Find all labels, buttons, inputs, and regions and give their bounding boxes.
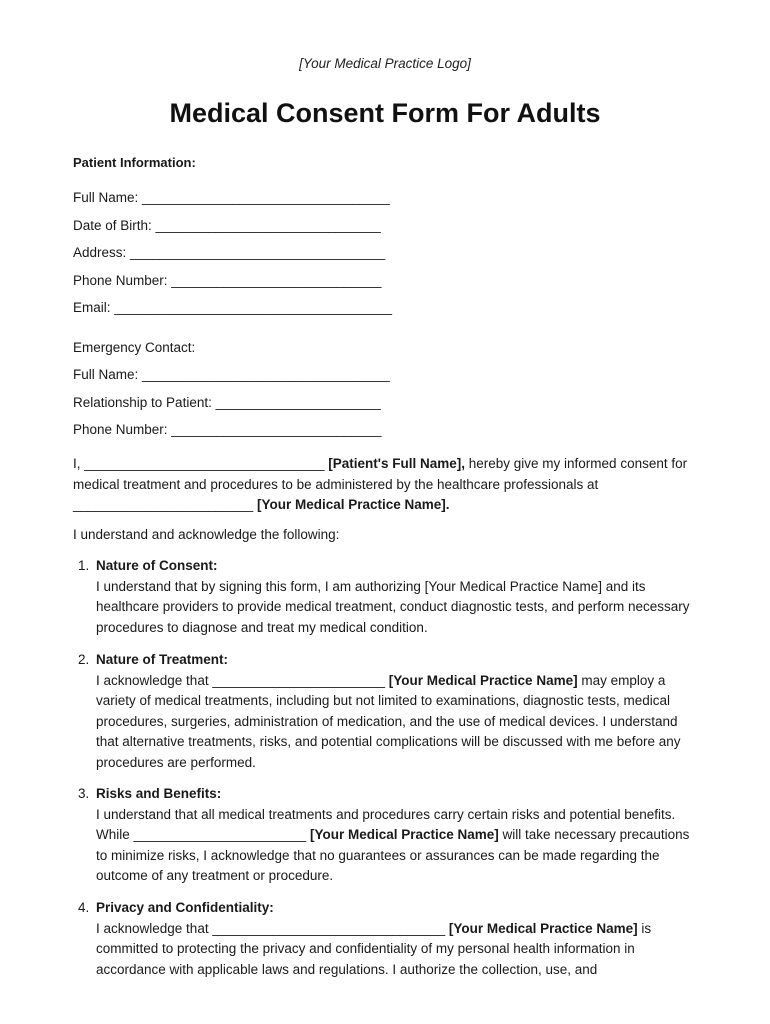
list-item-number: 4. [78, 900, 90, 915]
list-item-heading: Nature of Consent: [96, 558, 218, 573]
list-item-body [96, 671, 696, 774]
list-item-bold: [Your Medical Practice Name] [309, 827, 499, 842]
logo-placeholder: [Your Medical Practice Logo] [299, 56, 471, 71]
patient-info-heading: Patient Information: [73, 155, 196, 170]
consent-text-1[interactable]: I, ________________________________ [73, 456, 329, 471]
emergency-full-name-field[interactable]: Full Name: _________________________________ [73, 367, 390, 382]
emergency-phone-field[interactable]: Phone Number: ____________________________ [73, 422, 382, 437]
list-item-text[interactable]: I acknowledge that _______________________________ [96, 920, 449, 936]
list-item-number: 1. [78, 558, 90, 573]
list-item-text-tail: may employ a variety of medical treatments, including but not limited to examinations, diagnostic tests, medical procedures, surgeries, administration of medication, and the use of medical devices. I understand that alternative treatments, risks, and potential complications will be discussed with me before any procedures are performed. [96, 672, 681, 770]
patient-name-placeholder: [Patient's Full Name], [328, 456, 465, 471]
emergency-relationship-field[interactable]: Relationship to Patient: ______________________ [73, 395, 381, 410]
list-item-text-tail: will take necessary precautions to minimize risks, I acknowledge that no guarantees or assurances can be made regarding the outcome of any treatment or procedure. [96, 827, 690, 883]
list-item-text: I understand that by signing this form, I am authorizing [Your Medical Practice Name] and its healthcare providers to provide medical treatment, conduct diagnostic tests, and perform necessary procedures to diagnose and treat my medical condition. [96, 578, 690, 635]
list-item-number: 2. [78, 652, 90, 667]
patient-address-field[interactable]: Address: __________________________________ [73, 245, 386, 260]
list-item-heading: Nature of Treatment: [96, 652, 229, 667]
list-item-text[interactable]: I acknowledge that _______________________ [96, 672, 389, 688]
page-title: Medical Consent Form For Adults [169, 98, 601, 128]
patient-phone-field[interactable]: Phone Number: ____________________________ [73, 273, 382, 288]
patient-dob-field[interactable]: Date of Birth: ______________________________ [73, 218, 381, 233]
patient-email-field[interactable]: Email: _____________________________________ [73, 300, 393, 315]
list-item-heading: Risks and Benefits: [96, 786, 222, 801]
patient-full-name-field[interactable]: Full Name: _________________________________ [73, 190, 390, 205]
consent-paragraph [73, 454, 713, 516]
list-item-text-tail: is committed to protecting the privacy and confidentiality of my personal health information in accordance with applicable laws and regulations. I authorize the collection, use, and [96, 920, 652, 977]
list-item-body [96, 577, 696, 639]
list-item-bold: [Your Medical Practice Name] [448, 920, 638, 936]
practice-name-placeholder: [Your Medical Practice Name]. [256, 497, 450, 512]
list-item-body [96, 805, 696, 887]
list-item-bold: [Your Medical Practice Name] [388, 672, 578, 688]
acknowledge-intro: I understand and acknowledge the following: [73, 527, 340, 542]
consent-text-2[interactable]: hereby give my informed consent for medical treatment and procedures to be administered by the healthcare professionals at ________________________ [73, 456, 688, 512]
list-item-heading: Privacy and Confidentiality: [96, 900, 274, 915]
list-item-text[interactable]: I understand that all medical treatments and procedures carry certain risks and potential benefits. While _______________________ [96, 806, 676, 842]
emergency-contact-heading: Emergency Contact: [73, 340, 196, 355]
list-item-body [96, 919, 696, 981]
list-item-number: 3. [78, 786, 90, 801]
